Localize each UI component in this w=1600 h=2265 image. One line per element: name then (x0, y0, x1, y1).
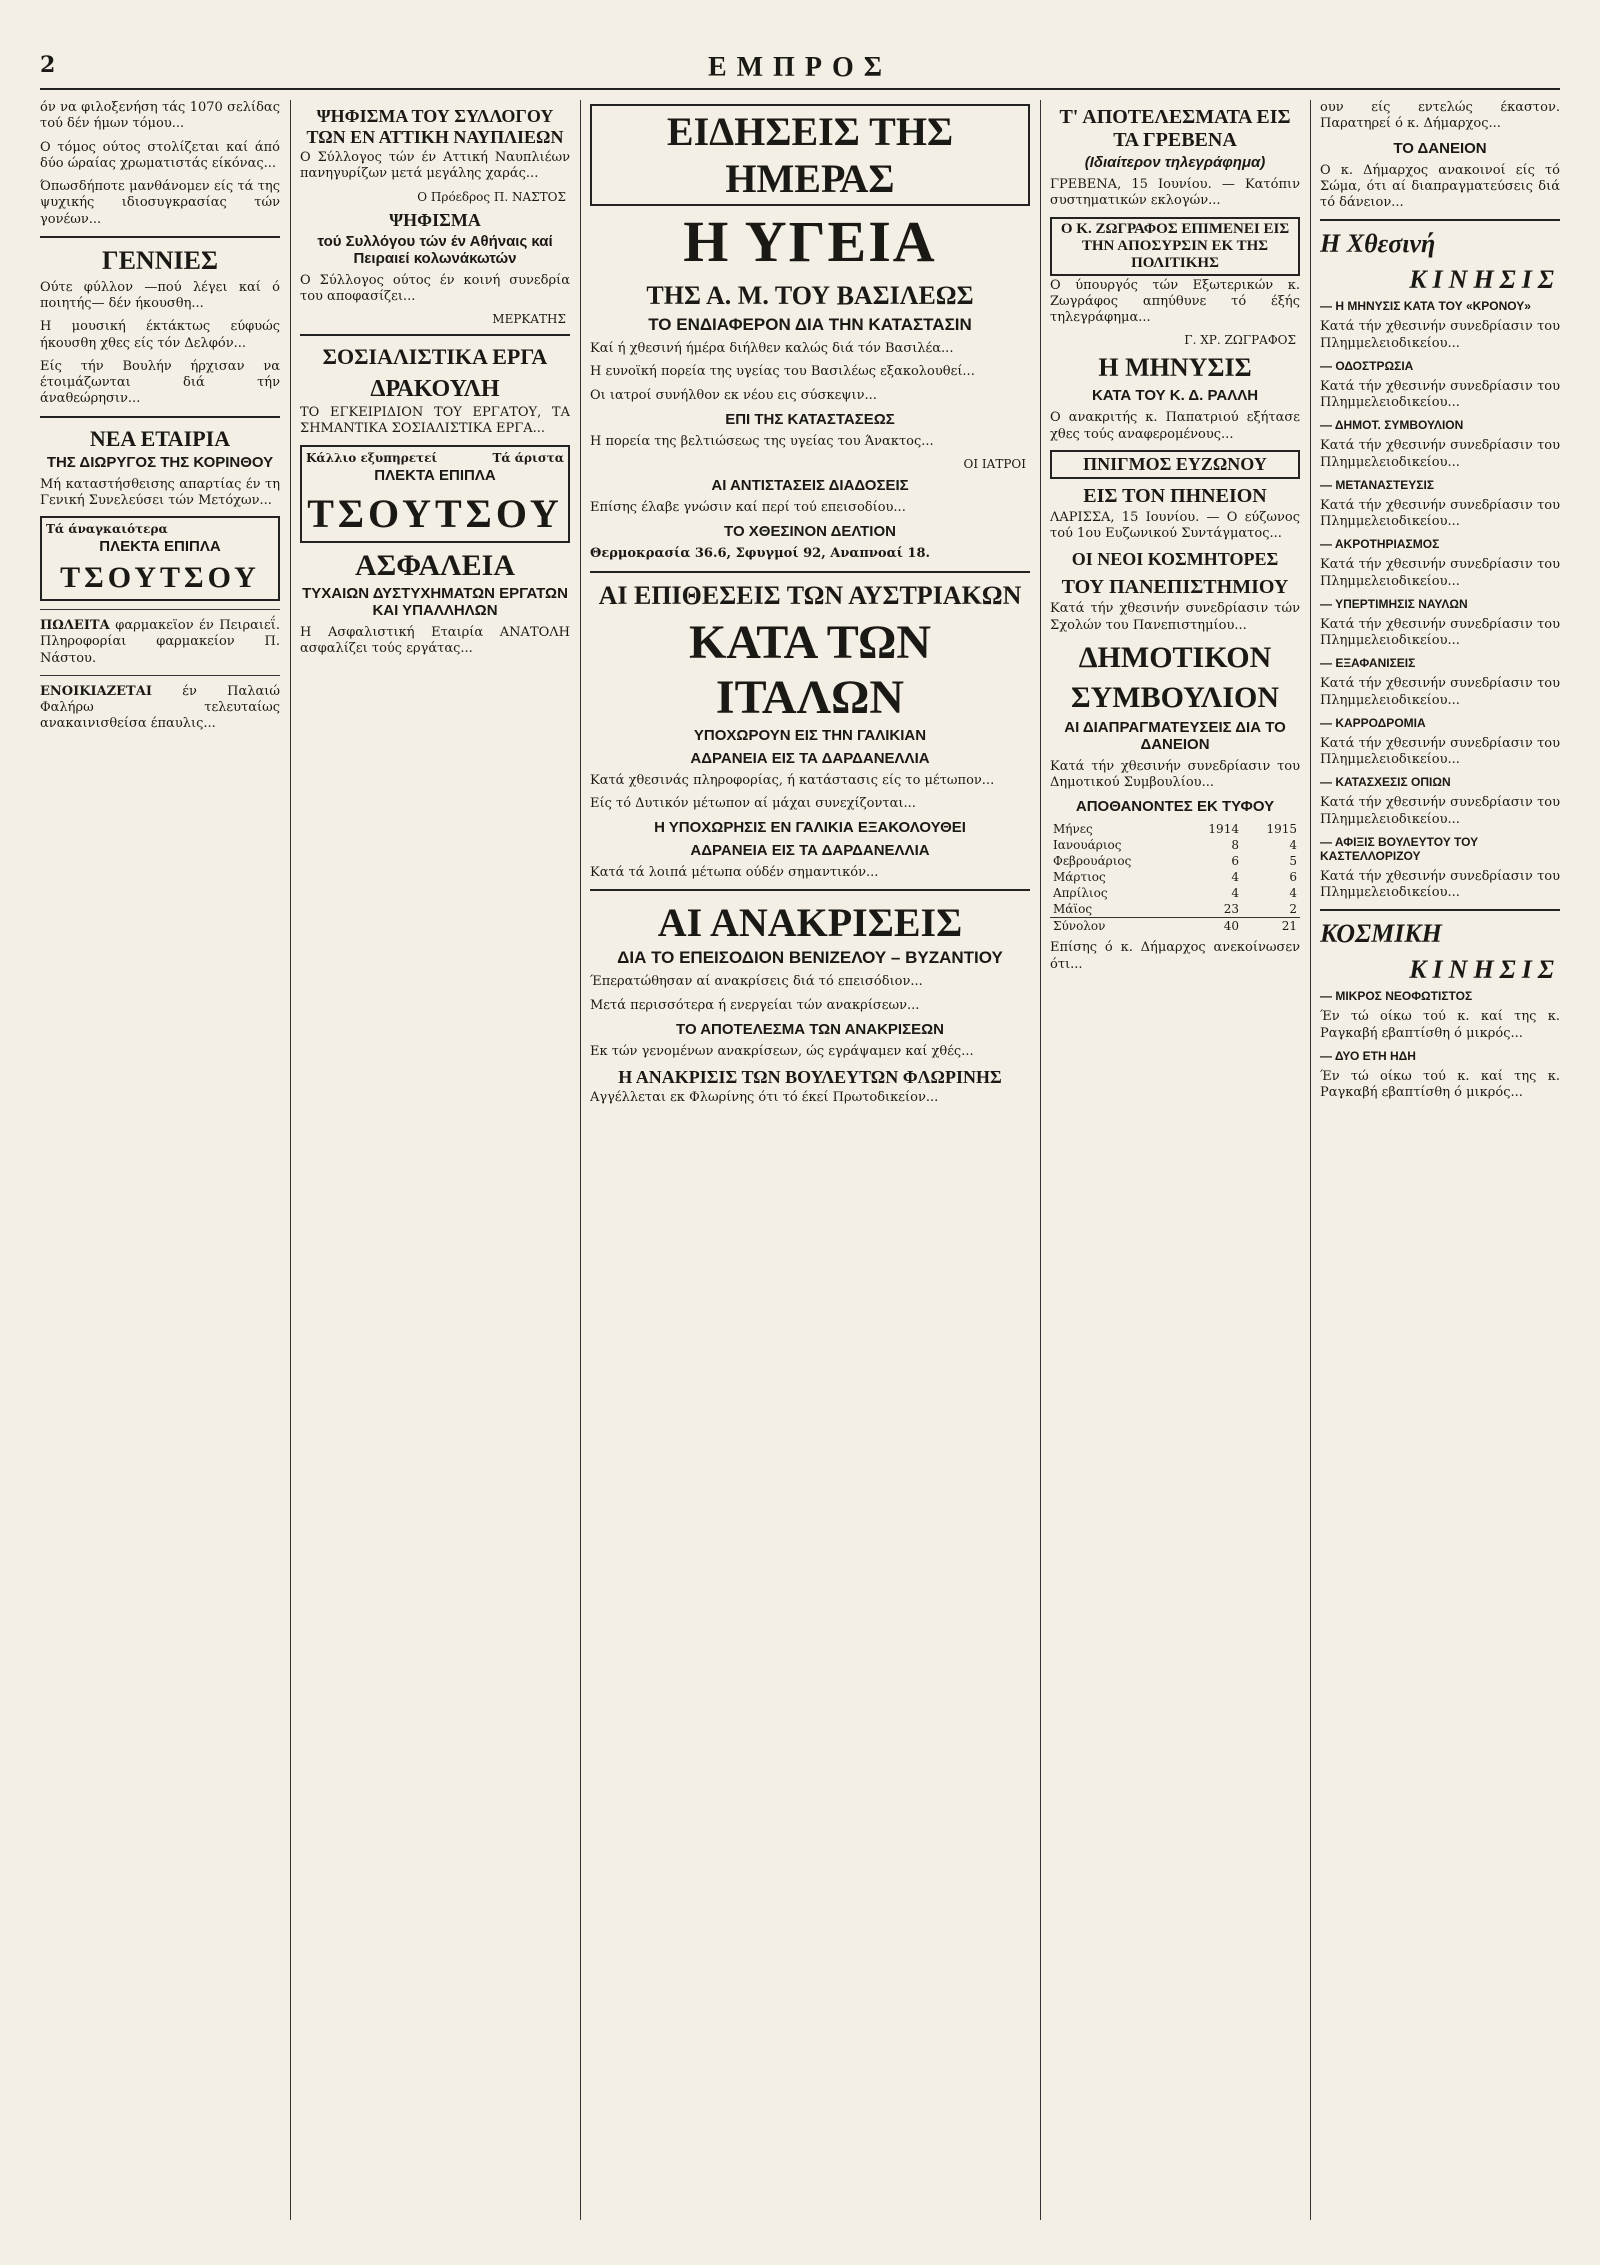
stats-table (1050, 821, 1300, 934)
table-cell: Ιανουάριος (1053, 838, 1122, 853)
article-subtitle: ΤΟ ΧΘΕΣΙΝΟΝ ΔΕΛΤΙΟΝ (724, 523, 896, 541)
ad-head-right: Τά άριστα (492, 450, 564, 465)
table-row (1050, 837, 1300, 853)
ad-brand: ΤΣΟΥΤΣΟΥ (307, 490, 563, 536)
headline-sub: ΥΠΟΧΩΡΟΥΝ ΕΙΣ ΤΗΝ ΓΑΛΙΚΙΑΝ (693, 726, 927, 744)
table-cell: 21 (1281, 919, 1297, 934)
ad-text: Η Ασφαλιστική Εταιρία ΑΝΑΤΟΛΗ ασφαλίζει τούς εργάτας... (300, 624, 570, 656)
article-title: Η ΜΗΝΥΣΙΣ (1098, 353, 1252, 383)
article-title-big: ΣΥΜΒΟΥΛΙΟΝ (1071, 680, 1279, 714)
table-cell: 2 (1289, 902, 1297, 917)
article-paragraph: Είς τό Δυτικόν μέτωπον αί μάχαι συνεχίζονται... (590, 795, 916, 811)
table-row (1050, 853, 1300, 869)
ad-line: ΠΛΕΚΤΑ ΕΠΙΠΛΑ (99, 538, 221, 555)
article-paragraph: Η ευνοϊκή πορεία της υγείας του Βασιλέως εξακολουθεί... (590, 364, 975, 380)
headline-big: ΚΑΤΑ ΤΩΝ ΙΤΑΛΩΝ (688, 615, 932, 724)
news-item: — ΚΑΡΡΟΔΡΟΜΙΑ (1320, 715, 1426, 730)
section-title: ΚΟΣΜΙΚΗ (1320, 919, 1442, 949)
article-paragraph: Οι ιατροί συνήλθον εκ νέου εις σύσκεψιν... (590, 387, 877, 403)
furniture-ad (40, 516, 280, 601)
article-subtitle: ΔΡΑΚΟΥΛΗ (370, 376, 500, 402)
news-item-text: Έν τώ οίκω τού κ. καί της κ. Ραγκαβή εβαπτίσθη ό μικρός... (1320, 1068, 1560, 1100)
ad-text: έν Παλαιώ Φαλήρω τελευταίως ανακαινισθείσα έπαυλις... (40, 683, 280, 732)
ad-head: Τά άναγκαιότερα (46, 522, 168, 536)
news-item-text: Κατά τήν χθεσινήν συνεδρίασιν του Πλημμελειοδικείου... (1320, 676, 1560, 708)
news-item: — ΑΦΙΞΙΣ ΒΟΥΛΕΥΤΟΥ ΤΟΥ ΚΑΣΤΕΛΛΟΡΙΖΟΥ (1320, 834, 1479, 863)
ad-line: ΠΛΕΚΤΑ ΕΠΙΠΛΑ (374, 466, 496, 484)
section-title-big: ΚΙΝΗΣΙΣ (1409, 265, 1560, 295)
article-paragraph: Έπερατώθησαν αί ανακρίσεις διά τό επεισόδιον... (590, 974, 923, 990)
signature: Ο Πρόεδρος Π. ΝΑΣΤΟΣ (417, 189, 566, 204)
signature: ΜΕΡΚΑΤΗΣ (492, 312, 566, 326)
article-title: ΨΗΦΙΣΜΑ ΤΟΥ ΣΥΛΛΟΓΟΥ ΤΩΝ ΕΝ ΑΤΤΙΚΗ ΝΑΥΠΛΙΕΩΝ (306, 106, 564, 147)
table-cell: Φεβρουάριος (1053, 854, 1132, 869)
banner-heading: ΕΙΔΗΣΕΙΣ ΤΗΣ ΗΜΕΡΑΣ (590, 104, 1030, 206)
article-subtitle: ΤΟΥ ΠΑΝΕΠΙΣΤΗΜΙΟΥ (1061, 576, 1289, 599)
ad-text: Μή καταστήσθεισης απαρτίας έν τη Γενική Συνελεύσει τών Μετόχων... (40, 476, 280, 508)
article-paragraph: Κατά τήν χθεσινήν συνεδρίασιν του Δημοτικού Συμβουλίου... (1050, 758, 1300, 790)
column-rule (580, 100, 581, 2220)
headline-sub: ΔΙΑ ΤΟ ΕΠΕΙΣΟΔΙΟΝ ΒΕΝΙΖΕΛΟΥ – ΒΥΖΑΝΤΙΟΥ (617, 948, 1003, 968)
article-paragraph: Εκ τών γενομένων ανακρίσεων, ώς εγράψαμεν καί χθές... (590, 1043, 974, 1059)
article-paragraph: Ο τόμος ούτος στολίζεται καί άπό δύο ώραίας χρωματιστάς είκόνας... (40, 139, 280, 171)
divider (40, 675, 280, 676)
signature: ΟΙ ΙΑΤΡΟΙ (963, 457, 1026, 471)
divider (300, 334, 570, 336)
bulletin-text: Θερμοκρασία 36.6, Σφυγμοί 92, Αναπνοαί 18. (590, 546, 931, 562)
table-cell: 8 (1231, 838, 1239, 853)
news-item: — Η ΜΗΝΥΣΙΣ ΚΑΤΑ ΤΟΥ «ΚΡΟΝΟΥ» (1320, 299, 1531, 314)
article-title: ΨΗΦΙΣΜΑ (389, 209, 481, 230)
masthead (40, 52, 1560, 90)
news-item-text: Κατά τήν χθεσινήν συνεδρίασιν του Πλημμελειοδικείου... (1320, 868, 1560, 900)
article-subtitle: ΕΠΙ ΤΗΣ ΚΑΤΑΣΤΑΣΕΩΣ (725, 410, 895, 428)
article-paragraph: Η μουσική έκτάκτως εύφυώς ήκουσθη χθες είς τόν Δελφόν... (40, 319, 280, 351)
signature: Γ. ΧΡ. ΖΩΓΡΑΦΟΣ (1184, 333, 1296, 348)
table-row (1050, 901, 1300, 918)
headline-sub2: ΑΔΡΑΝΕΙΑ ΕΙΣ ΤΑ ΔΑΡΔΑΝΕΛΛΙΑ (690, 749, 930, 767)
article-paragraph: Όπωσδήποτε μανθάνομεν είς τά της ψυχικής ιδιοσυγκρασίας τών γονέων... (40, 179, 280, 227)
table-cell: Σύνολον (1053, 919, 1106, 934)
article-paragraph: Ο Σύλλογος ούτος έν κοινή συνεδρία του αποφασίζει... (300, 272, 570, 304)
article-subtitle: τού Συλλόγου τών έν Αθήναις καί Πειραιεί κολωνάκωτών (317, 232, 553, 267)
article-title: ΣΟΣΙΑΛΙΣΤΙΚΑ ΕΡΓΑ (322, 344, 548, 369)
article-subtitle: ΕΙΣ ΤΟΝ ΠΗΝΕΙΟΝ (1083, 484, 1267, 507)
article-paragraph: Ο ύπουργός τών Εξωτερικών κ. Ζωγράφος απηύθυνε τό έξής τηλεγράφημα... (1050, 277, 1300, 325)
article-paragraph: όν να φιλοξενήση τάς 1070 σελίδας τού δέν ήμων τόμου... (40, 100, 280, 132)
table-cell: 6 (1289, 870, 1297, 885)
divider (1320, 219, 1560, 221)
article-subtitle: ΚΑΤΑ ΤΟΥ Κ. Δ. ΡΑΛΛΗ (1091, 387, 1259, 405)
news-item-text: Κατά τήν χθεσινήν συνεδρίασιν του Πλημμελειοδικείου... (1320, 795, 1560, 827)
column-1 (40, 100, 280, 2230)
article-paragraph: Καί ή χθεσινή ήμέρα διήλθεν καλώς διά τόν Βασιλέα... (590, 341, 954, 356)
headline: ΑΙ ΑΝΑΚΡΙΣΕΙΣ (657, 900, 963, 946)
page-number: 2 (40, 52, 56, 78)
table-cell: 40 (1223, 919, 1239, 934)
article-subtitle: (Ιδιαίτερον τηλεγράφημα) (1084, 154, 1266, 171)
article-paragraph: ουν είς εντελώς έκαστον. Παρατηρεί ό κ. Δήμαρχος... (1320, 100, 1560, 132)
table-row (1050, 885, 1300, 901)
table-cell: 6 (1231, 854, 1239, 869)
article-paragraph: Ο Σύλλογος τών έν Αττική Ναυπλιέων πανηγυρίζων μετά μεγάλης χαράς... (300, 150, 570, 182)
ad-subtitle: ΤΥΧΑΙΩΝ ΔΥΣΤΥΧΗΜΑΤΩΝ ΕΡΓΑΤΩΝ ΚΑΙ ΥΠΑΛΛΗΛΩΝ (302, 584, 568, 619)
section-title-big: ΚΙΝΗΣΙΣ (1409, 955, 1560, 985)
table-cell: 4 (1289, 838, 1297, 853)
ad-text: φαρμακεϊον έν Πειραιεΐ. Πληροφορίαι φαρμακείον Π. Νάστου. (40, 618, 280, 666)
article-subtitle: Η ΥΠΟΧΩΡΗΣΙΣ ΕΝ ΓΑΛΙΚΙΑ ΕΞΑΚΟΛΟΥΘΕΙ (654, 819, 966, 836)
ad-brand: ΤΣΟΥΤΣΟΥ (60, 561, 260, 594)
news-item-text: Κατά τήν χθεσινήν συνεδρίασιν του Πλημμελειοδικείου... (1320, 378, 1560, 410)
table-total-row (1050, 918, 1300, 935)
article-subtitle: ΤΟ ΔΑΝΕΙΟΝ (1393, 139, 1487, 157)
paper-title: ΕΜΠΡΟΣ (707, 52, 893, 83)
article-paragraph: ΛΑΡΙΣΣΑ, 15 Ιουνίου. — Ο εύζωνος τού 1ου Ευζωνικού Συντάγματος... (1050, 509, 1300, 541)
article-paragraph: Ο ανακριτής κ. Παπατριού εξήτασε χθες τούς αναφερομένους... (1050, 410, 1300, 442)
news-item: — ΔΗΜΟΤ. ΣΥΜΒΟΥΛΙΟΝ (1320, 418, 1464, 433)
article-paragraph: Είς τήν Βουλήν ήρχισαν να έτοιμάζωνται διά τήν άναθεώρησιν... (40, 358, 280, 407)
article-title: Ο Κ. ΖΩΓΡΑΦΟΣ ΕΠΙΜΕΝΕΙ ΕΙΣ ΤΗΝ ΑΠΟΣΥΡΣΙΝ ΕΚ ΤΗΣ ΠΟΛΙΤΙΚΗΣ (1050, 217, 1300, 276)
table-cell: Μάϊος (1053, 902, 1093, 917)
article-paragraph: ΓΡΕΒΕΝΑ, 15 Ιουνίου. — Κατόπιν συστηματικών εκλογών... (1050, 177, 1300, 209)
column-rule (290, 100, 291, 2220)
article-subtitle: ΑΙ ΔΙΑΠΡΑΓΜΑΤΕΥΣΕΙΣ ΔΙΑ ΤΟ ΔΑΝΕΙΟΝ (1064, 718, 1286, 753)
article-subtitle: ΑΔΡΑΝΕΙΑ ΕΙΣ ΤΑ ΔΑΡΔΑΝΕΛΛΙΑ (690, 842, 930, 859)
article-paragraph: Κατά τήν χθεσινήν συνεδρίασιν τών Σχολών του Πανεπιστημίου... (1050, 601, 1300, 633)
table-cell: 1915 (1266, 822, 1297, 837)
divider (40, 609, 280, 610)
news-item: — ΕΞΑΦΑΝΙΣΕΙΣ (1320, 656, 1416, 671)
table-cell: 4 (1231, 870, 1239, 885)
divider (590, 571, 1030, 573)
news-item: — ΜΙΚΡΟΣ ΝΕΟΦΩΤΙΣΤΟΣ (1320, 989, 1473, 1004)
news-item: — ΚΑΤΑΣΧΕΣΙΣ ΟΠΙΩΝ (1320, 775, 1451, 790)
headline-sub2: ΤΟ ΕΝΔΙΑΦΕΡΟΝ ΔΙΑ ΤΗΝ ΚΑΤΑΣΤΑΣΙΝ (648, 315, 972, 334)
article-paragraph: Αγγέλλεται εκ Φλωρίνης ότι τό έκεί Πρωτοδικείον... (590, 1090, 939, 1105)
article-paragraph: Μετά περισσότερα ή ενεργείαι τών ανακρίσεων... (590, 997, 920, 1013)
table-cell: Μήνες (1053, 822, 1093, 837)
ad-head-left: Κάλλιο εξυπηρετεί (306, 450, 438, 465)
table-header (1050, 821, 1300, 837)
news-item-text: Κατά τήν χθεσινήν συνεδρίασιν του Πλημμελειοδικείου... (1320, 735, 1560, 767)
news-item-text: Κατά τήν χθεσινήν συνεδρίασιν του Πλημμελειοδικείου... (1320, 497, 1560, 529)
article-paragraph: Κατά χθεσινάς πληροφορίας, ή κατάστασις είς το μέτωπον... (590, 772, 995, 788)
table-cell: Απρίλιος (1053, 886, 1108, 901)
table-cell: 1914 (1208, 822, 1239, 837)
news-item: — ΑΚΡΟΤΗΡΙΑΣΜΟΣ (1320, 537, 1440, 552)
article-paragraph: Ο κ. Δήμαρχος ανακοινοί είς τό Σώμα, ότι αί διαπραγματεύσεις διά τό δάνειον... (1320, 162, 1560, 210)
article-paragraph: Επίσης ό κ. Δήμαρχος ανεκοίνωσεν ότι... (1050, 940, 1300, 972)
headline: Η ΥΓΕΙΑ (683, 209, 937, 274)
section-title: ΓΕΝΝΙΕΣ (102, 245, 218, 275)
news-item-text: Έν τώ οίκω τού κ. καί της κ. Ραγκαβή εβαπτίσθη ό μικρός... (1320, 1009, 1560, 1041)
ad-title: ΝΕΑ ΕΤΑΙΡΙΑ (89, 425, 231, 451)
divider (40, 416, 280, 418)
news-item-text: Κατά τήν χθεσινήν συνεδρίασιν του Πλημμελειοδικείου... (1320, 616, 1560, 648)
article-title: ΟΙ ΝΕΟΙ ΚΟΣΜΗΤΟΡΕΣ (1071, 549, 1279, 570)
headline-sub: ΤΗΣ Α. Μ. ΤΟΥ ΒΑΣΙΛΕΩΣ (646, 281, 974, 310)
table-cell: 4 (1289, 886, 1297, 901)
column-5 (1320, 100, 1560, 2230)
ad-title: ΠΩΛΕΙΤΑ (40, 618, 110, 633)
ad-subtitle: ΤΗΣ ΔΙΩΡΥΓΟΣ ΤΗΣ ΚΟΡΙΝΘΟΥ (46, 453, 274, 471)
column-rule (1040, 100, 1041, 2220)
furniture-ad (300, 445, 570, 543)
divider (40, 236, 280, 238)
table-row (1050, 869, 1300, 885)
article-paragraph: ΤΟ ΕΓΚΕΙΡΙΔΙΟΝ ΤΟΥ ΕΡΓΑΤΟΥ, ΤΑ ΣΗΜΑΝΤΙΚΑ ΣΟΣΙΑΛΙΣΤΙΚΑ ΕΡΓΑ... (300, 405, 570, 437)
article-paragraph: Ούτε φύλλον —πού λέγει καί ό ποιητής— δέν ήκουσθη... (40, 279, 280, 311)
column-3 (590, 100, 1030, 2230)
article-paragraph: Επίσης έλαβε γνώσιν καί περί τού επεισοδίου... (590, 500, 906, 515)
section-title: Η Χθεσινή (1320, 229, 1436, 259)
article-title: Τ' ΑΠΟΤΕΛΕΣΜΑΤΑ ΕΙΣ ΤΑ ΓΡΕΒΕΝΑ (1059, 106, 1291, 151)
news-item: — ΟΔΟΣΤΡΩΣΙΑ (1320, 358, 1414, 373)
table-cell: 4 (1231, 886, 1239, 901)
stats-title: ΑΠΟΘΑΝΟΝΤΕΣ ΕΚ ΤΥΦΟΥ (1075, 798, 1275, 816)
column-2 (300, 100, 570, 2230)
news-item-text: Κατά τήν χθεσινήν συνεδρίασιν του Πλημμελειοδικείου... (1320, 557, 1560, 589)
news-item: — ΔΥΟ ΕΤΗ ΗΔΗ (1320, 1048, 1416, 1063)
article-subtitle: ΤΟ ΑΠΟΤΕΛΕΣΜΑ ΤΩΝ ΑΝΑΚΡΙΣΕΩΝ (676, 1020, 944, 1038)
divider (1320, 909, 1560, 911)
headline: ΑΙ ΕΠΙΘΕΣΕΙΣ ΤΩΝ ΑΥΣΤΡΙΑΚΩΝ (598, 580, 1022, 610)
article-paragraph: Η πορεία της βελτιώσεως της υγείας του Άνακτος... (590, 433, 934, 449)
divider (590, 889, 1030, 891)
column-rule (1310, 100, 1311, 2220)
table-cell: Μάρτιος (1053, 870, 1106, 885)
ad-title: ΑΣΦΑΛΕΙΑ (354, 548, 516, 582)
article-title: Η ΑΝΑΚΡΙΣΙΣ ΤΩΝ ΒΟΥΛΕΥΤΩΝ ΦΛΩΡΙΝΗΣ (618, 1067, 1002, 1087)
article-title: ΠΝΙΓΜΟΣ ΕΥΖΩΝΟΥ (1050, 450, 1300, 479)
column-4 (1050, 100, 1300, 2230)
news-item-text: Κατά τήν χθεσινήν συνεδρίασιν του Πλημμελειοδικείου... (1320, 438, 1560, 470)
article-subtitle: ΑΙ ΑΝΤΙΣΤΑΣΕΙΣ ΔΙΑΔΟΣΕΙΣ (711, 477, 909, 494)
article-paragraph: Κατά τά λοιπά μέτωπα ούδέν σημαντικόν... (590, 865, 879, 880)
news-item-text: Κατά τήν χθεσινήν συνεδρίασιν του Πλημμελειοδικείου... (1320, 319, 1560, 351)
table-cell: 23 (1223, 902, 1239, 917)
table-cell: 5 (1289, 854, 1297, 869)
article-title: ΔΗΜΟΤΙΚΟΝ (1078, 640, 1272, 674)
ad-title: ΕΝΟΙΚΙΑΖΕΤΑΙ (40, 683, 152, 699)
news-item: — ΥΠΕΡΤΙΜΗΣΙΣ ΝΑΥΛΩΝ (1320, 596, 1468, 611)
news-item: — ΜΕΤΑΝΑΣΤΕΥΣΙΣ (1320, 477, 1435, 492)
